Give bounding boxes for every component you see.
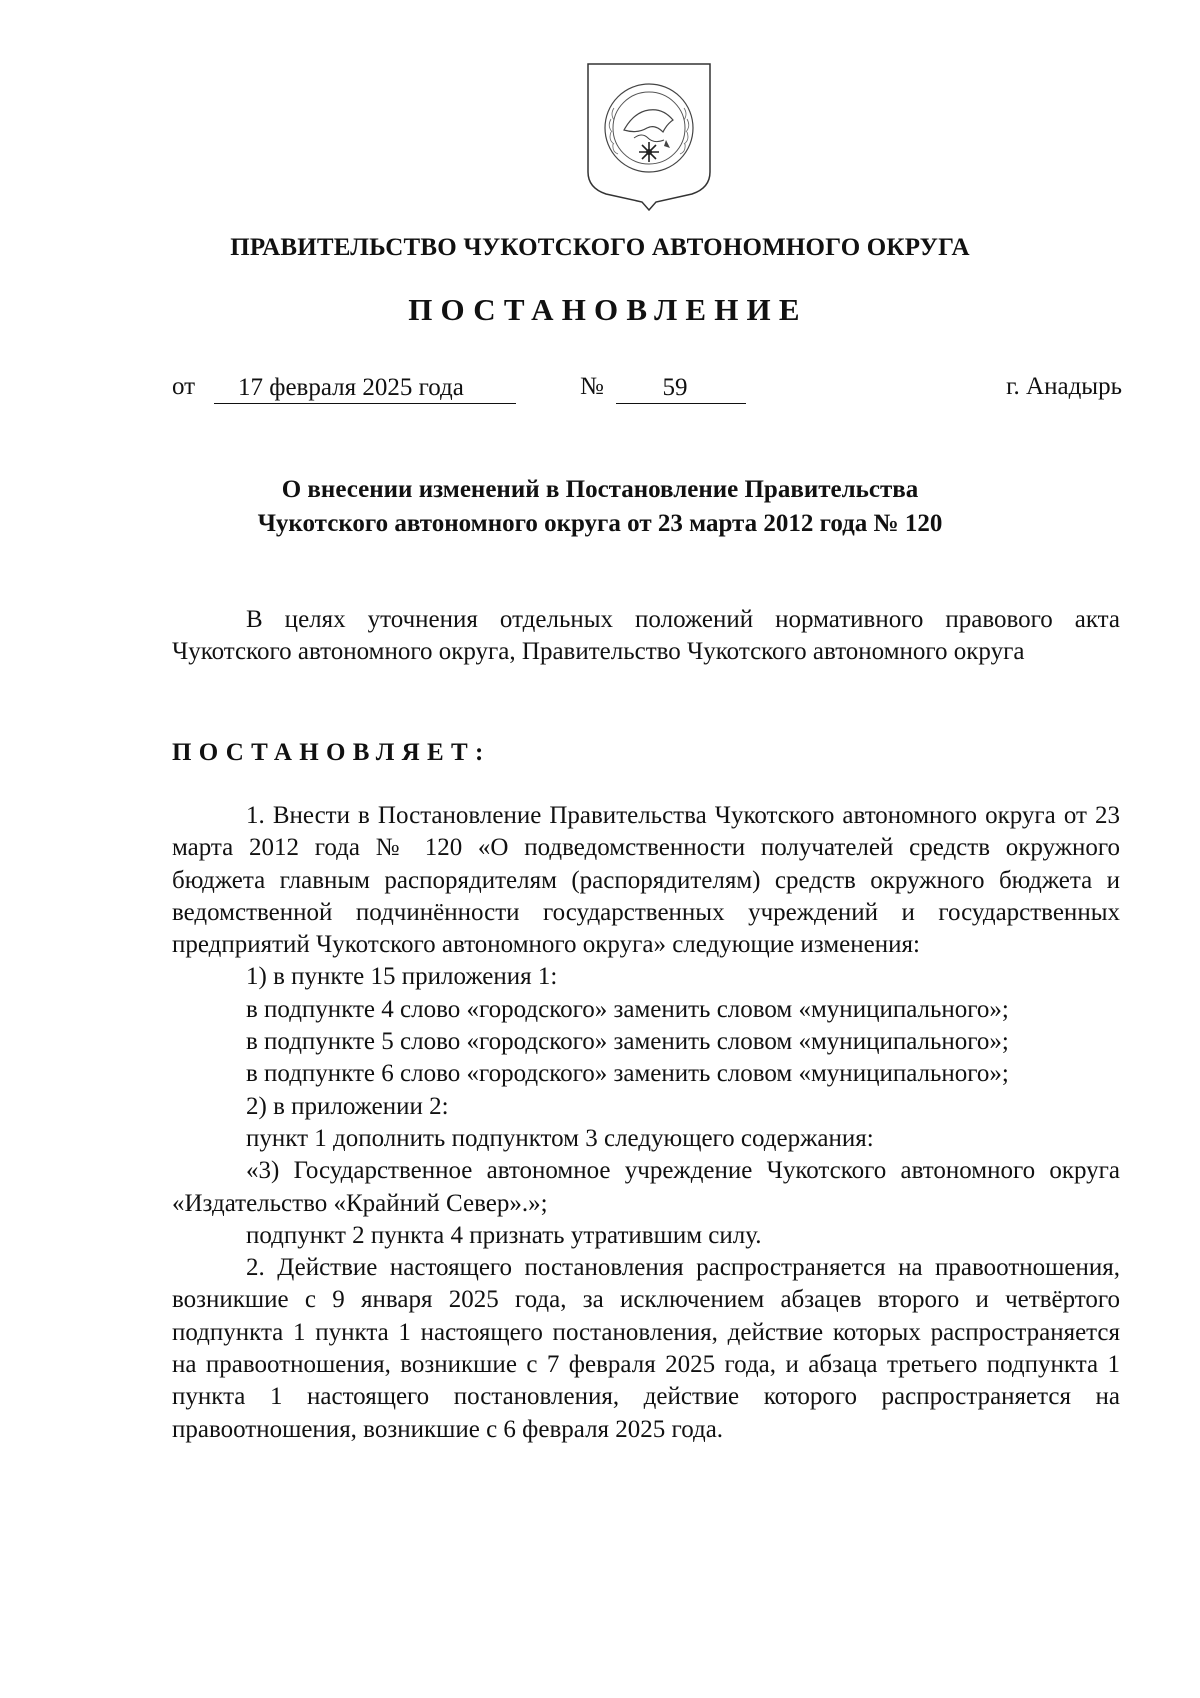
resolves-heading: ПОСТАНОВЛЯЕТ:: [172, 739, 491, 766]
preamble: [172, 604, 1120, 669]
paragraph-item-1: 1. Внести в Постановление Правительства Чукотского автономного округа от 23 марта 2012 года № 120 «О подведомственности получателей средств окружного бюджета главным распорядителям (распорядителям) средств окружного бюджета и ведомственной подчинённости государственных учреждений и государственных предприятий Чукотского автономного округа» следующие изменения:: [172, 802, 1120, 959]
document-number: 59: [616, 373, 746, 404]
subject-line-2: Чукотского автономного округа от 23 марта 2012 года № 120: [257, 510, 943, 537]
government-title: ПРАВИТЕЛЬСТВО ЧУКОТСКОГО АВТОНОМНОГО ОКРУГА: [230, 234, 970, 261]
paragraph-amendment-4: в подпункте 4 слово «городского» заменить словом «муниципального»;: [246, 995, 1009, 1023]
number-sign-label: №: [580, 373, 604, 400]
document-city: г. Анадырь: [1006, 373, 1122, 400]
date-prefix-label: от: [172, 373, 196, 400]
subject-line-1: О внесении изменений в Постановление Правительства: [281, 476, 919, 503]
preamble-text: В целях уточнения отдельных положений нормативного правового акта Чукотского автономного округа, Правительство Чукотского автономного округа: [172, 606, 1120, 666]
paragraph-item-2: 2. Действие настоящего постановления распространяется на правоотношения, возникшие с 9 января 2025 года, за исключением абзацев второго и четвёртого подпункта 1 пункта 1 настоящего постановления, действие которых распространяется на правоотношения, возникшие с 7 февраля 2025 года, и абзаца третьего подпункта 1 пункта 1 настоящего постановления, действие которого распространяется на правоотношения, возникшие с 6 февраля 2025 года.: [172, 1254, 1120, 1443]
resolution-body: [172, 800, 1120, 1446]
document-subject: [0, 473, 1200, 541]
paragraph-subitem-2: 2) в приложении 2:: [246, 1092, 449, 1120]
document-date: 17 февраля 2025 года: [214, 373, 516, 404]
document-meta: [172, 373, 1122, 413]
coat-of-arms-icon: [584, 60, 714, 212]
paragraph-addition: пункт 1 дополнить подпунктом 3 следующего содержания:: [246, 1124, 874, 1152]
paragraph-subitem-1: 1) в пункте 15 приложения 1:: [246, 963, 558, 991]
paragraph-amendment-5: в подпункте 5 слово «городского» заменить словом «муниципального»;: [246, 1028, 1009, 1056]
paragraph-new-subpoint: «3) Государственное автономное учреждение Чукотского автономного округа «Издательство «Крайний Север».»;: [172, 1157, 1120, 1217]
document-type-title: ПОСТАНОВЛЕНИЕ: [408, 292, 808, 327]
paragraph-repeal: подпункт 2 пункта 4 признать утратившим силу.: [246, 1221, 762, 1249]
paragraph-amendment-6: в подпункте 6 слово «городского» заменить словом «муниципального»;: [246, 1060, 1009, 1088]
